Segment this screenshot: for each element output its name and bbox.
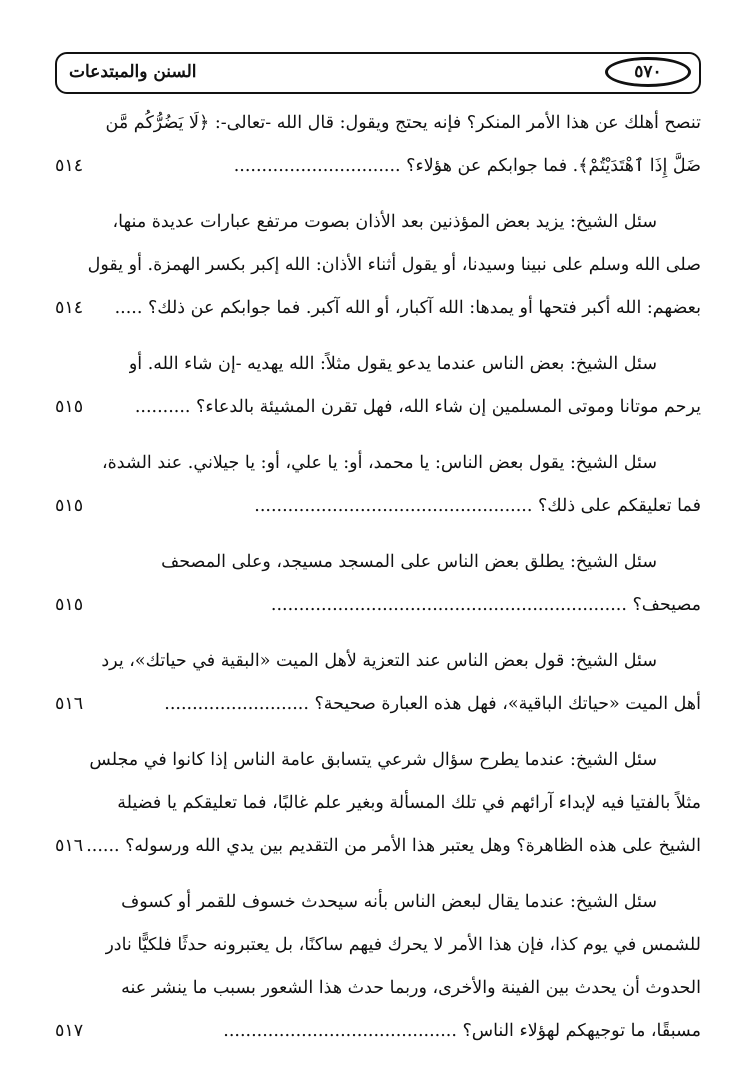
text-line	[55, 967, 701, 1010]
question-entry	[55, 541, 701, 627]
text-line	[55, 343, 701, 386]
text-line	[55, 825, 701, 868]
text-line	[55, 782, 701, 825]
text-line	[55, 584, 701, 627]
text-line	[55, 287, 701, 330]
book-title: السنن والمبتدعات	[69, 62, 197, 82]
line-text: الحدوث أن يحدث بين الفينة والأخرى، وربما حدث هذا الشعور بسبب ما ينشر عنه	[121, 978, 701, 998]
text-line	[55, 924, 701, 967]
line-text: مسبقًا، ما توجيهكم لهؤلاء الناس؟ ..........................................	[223, 1021, 701, 1041]
text-line	[55, 442, 701, 485]
page-reference: ٥١٥	[55, 397, 84, 417]
page-reference: ٥١٧	[55, 1021, 84, 1041]
page-reference: ٥١٦	[55, 836, 84, 856]
line-text: صلى الله وسلم على نبينا وسيدنا، أو يقول أثناء الأذان: الله إكبر بكسر الهمزة. أو يقول	[87, 255, 701, 275]
page-reference: ٥١٥	[55, 595, 84, 615]
text-line	[55, 485, 701, 528]
question-entry	[55, 881, 701, 1053]
text-line	[55, 541, 701, 584]
question-entry	[55, 201, 701, 330]
text-line	[55, 881, 701, 924]
line-text: الشيخ على هذه الظاهرة؟ وهل يعتبر هذا الأمر من التقديم بين يدي الله ورسوله؟ ......	[86, 836, 701, 856]
line-text: أهل الميت «حياتك الباقية»، فهل هذه العبارة صحيحة؟ ..........................	[164, 694, 701, 714]
text-line	[55, 244, 701, 287]
text-line	[55, 102, 701, 145]
line-text: سئل الشيخ: عندما يقال لبعض الناس بأنه سيحدث خسوف للقمر أو كسوف	[121, 892, 657, 912]
text-line	[55, 640, 701, 683]
line-text: مثلاً بالفتيا فيه لإبداء آرائهم في تلك المسألة وبغير علم غالبًا، فما تعليقكم يا فضيلة	[117, 793, 701, 813]
page-reference: ٥١٤	[55, 156, 84, 176]
line-text: ضَلَّ إِذَا ٱهْتَدَيْتُمْ﴾. فما جوابكم عن هؤلاء؟ ..............................	[233, 156, 701, 176]
line-text: بعضهم: الله أكبر فتحها أو يمدها: الله آكبار، أو الله آكبر. فما جوابكم عن ذلك؟ .....	[114, 298, 701, 318]
text-line	[55, 739, 701, 782]
text-line	[55, 683, 701, 726]
line-text: سئل الشيخ: يقول بعض الناس: يا محمد، أو: يا علي، أو: يا جيلاني. عند الشدة،	[101, 453, 657, 473]
line-text: فما تعليقكم على ذلك؟ ..................................................	[254, 496, 701, 516]
line-text: سئل الشيخ: قول بعض الناس عند التعزية لأهل الميت «البقية في حياتك»، يرد	[101, 651, 657, 671]
page-reference: ٥١٤	[55, 298, 84, 318]
line-text: سئل الشيخ: بعض الناس عندما يدعو يقول مثلاً: الله يهديه -إن شاء الله. أو	[128, 354, 657, 374]
question-entry	[55, 343, 701, 429]
index-body	[55, 102, 701, 1066]
line-text: مصيحف؟ ................................................................	[270, 595, 701, 615]
page-reference: ٥١٦	[55, 694, 84, 714]
line-text: سئل الشيخ: يزيد بعض المؤذنين بعد الأذان بصوت مرتفع عبارات عديدة منها،	[112, 212, 657, 232]
text-line	[55, 1010, 701, 1053]
text-line	[55, 201, 701, 244]
line-text: يرحم موتانا وموتى المسلمين إن شاء الله، فهل تقرن المشيئة بالدعاء؟ ..........	[134, 397, 701, 417]
text-line	[55, 145, 701, 188]
text-line	[55, 386, 701, 429]
line-text: سئل الشيخ: يطلق بعض الناس على المسجد مسيجد، وعلى المصحف	[161, 552, 657, 572]
question-entry	[55, 640, 701, 726]
question-entry	[55, 102, 701, 188]
line-text: تنصح أهلك عن هذا الأمر المنكر؟ فإنه يحتج ويقول: قال الله -تعالى-: ﴿لَا يَضُرُّكُم مَّن	[105, 113, 701, 133]
line-text: للشمس في يوم كذا، فإن هذا الأمر لا يحرك فيهم ساكنًا، بل يعتبرونه حدثًا فلكيًّا نادر	[105, 935, 701, 955]
page-number: ٥٧٠	[605, 57, 691, 87]
page-header	[55, 52, 701, 94]
page-reference: ٥١٥	[55, 496, 84, 516]
question-entry	[55, 739, 701, 868]
question-entry	[55, 442, 701, 528]
line-text: سئل الشيخ: عندما يطرح سؤال شرعي يتسابق عامة الناس إذا كانوا في مجلس	[89, 750, 657, 770]
